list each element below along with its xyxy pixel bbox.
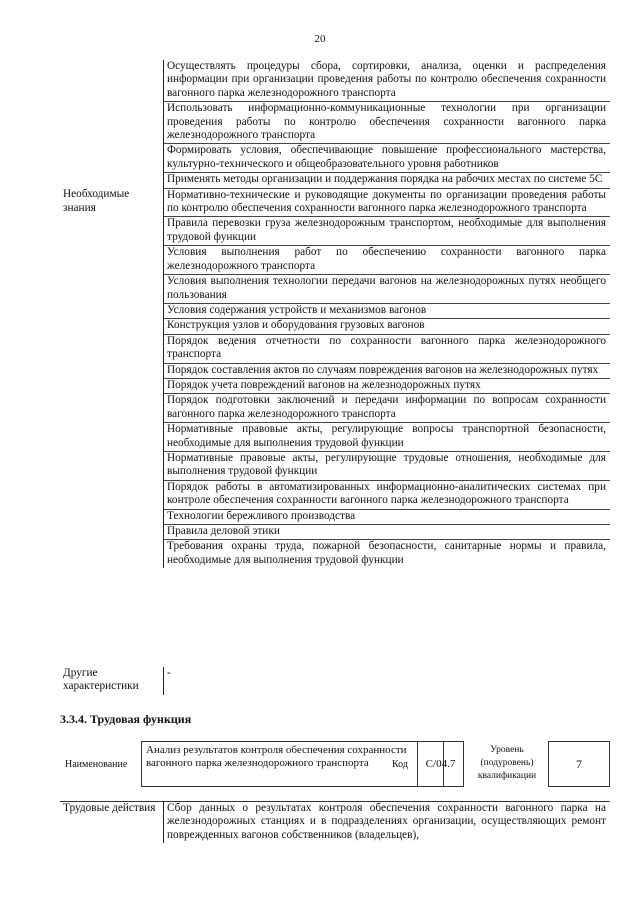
other-characteristics-table bbox=[60, 667, 610, 695]
knowledge-item: Порядок подготовки заключений и передачи информации по вопросам сохранности вагонного парка железнодорожного транспорта bbox=[164, 394, 611, 423]
knowledge-item: Конструкция узлов и оборудования грузовых вагонов bbox=[164, 319, 611, 334]
knowledge-label: Необходимые знания bbox=[60, 188, 164, 568]
knowledge-item: Условия содержания устройств и механизмов вагонов bbox=[164, 303, 611, 318]
table-row bbox=[60, 188, 610, 217]
knowledge-item: Правила перевозки груза железнодорожным транспортом, необходимые для выполнения трудовой функции bbox=[164, 217, 611, 246]
code-label: Код bbox=[392, 759, 408, 770]
knowledge-item: Порядок ведения отчетности по сохранности вагонного парка железнодорожного транспорта bbox=[164, 334, 611, 363]
other-value: - bbox=[167, 667, 171, 679]
function-header bbox=[60, 741, 610, 787]
knowledge-item: Требования охраны труда, пожарной безопасности, санитарные нормы и правила, необходимые для выполнения трудовой функции bbox=[167, 540, 606, 566]
skill-item: Осуществлять процедуры сбора, сортировки, анализа, оценки и распределения информации при организации проведения работы по контролю обеспечения сохранности вагонного парка железнодорожного транспорта bbox=[164, 60, 611, 102]
table-row bbox=[60, 102, 610, 144]
skill-item: Использовать информационно-коммуникационные технологии при организации проведения работы по контролю обеспечения сохранности вагонного парка железнодорожного транспорта bbox=[164, 102, 611, 144]
other-label: Другие характеристики bbox=[60, 667, 164, 695]
knowledge-item: Условия выполнения работ по обеспечению сохранности вагонного парка железнодорожного транспорта bbox=[164, 246, 611, 275]
knowledge-item: Нормативные правовые акты, регулирующие трудовые отношения, необходимые для выполнения трудовой функции bbox=[164, 451, 611, 480]
table-row bbox=[60, 60, 610, 102]
name-label: Наименование bbox=[65, 759, 128, 770]
section-title: 3.3.4. Трудовая функция bbox=[60, 712, 192, 726]
row-label-empty bbox=[60, 102, 164, 144]
knowledge-item: Порядок составления актов по случаям повреждения вагонов на железнодорожных путях bbox=[164, 363, 611, 378]
knowledge-item: Нормативные правовые акты, регулирующие вопросы транспортной безопасности, необходимые для выполнения трудовой функции bbox=[164, 423, 611, 452]
knowledge-item: Условия выполнения технологии передачи вагонов на железнодорожных путях необщего пользования bbox=[164, 275, 611, 304]
table-row bbox=[60, 173, 610, 188]
action-item: Сбор данных о результатах контроля обеспечения сохранности вагонного парка на железнодорожных станциях и в подразделениях организации, осуществляющих ремонт поврежденных вагонов собственников (владельцев), bbox=[167, 802, 606, 841]
table-row bbox=[60, 144, 610, 173]
qualification-level: 7 bbox=[548, 741, 610, 787]
function-code: С/04.7 bbox=[417, 741, 464, 787]
skill-item: Применять методы организации и поддержания порядка на рабочих местах по системе 5С bbox=[164, 173, 611, 188]
skill-item: Формировать условия, обеспечивающие повышение профессионального мастерства, культурно-технического и общеобразовательного уровня работников bbox=[164, 144, 611, 173]
row-label-empty bbox=[60, 60, 164, 102]
knowledge-item: Порядок учета повреждений вагонов на железнодорожных путях bbox=[164, 378, 611, 393]
knowledge-item: Правила деловой этики bbox=[164, 525, 611, 540]
actions-label: Трудовые действия bbox=[60, 802, 164, 844]
knowledge-item: Технологии бережливого производства bbox=[164, 509, 611, 524]
page-number: 20 bbox=[314, 33, 326, 45]
row-label-empty bbox=[60, 173, 164, 188]
knowledge-item: Порядок работы в автоматизированных информационно-аналитических системах при контроле обеспечения сохранности вагонного парка железнодорожного транспорта bbox=[164, 480, 611, 509]
actions-table bbox=[60, 801, 610, 843]
knowledge-item: Нормативно-технические и руководящие документы по организации проведения работы по контролю обеспечения сохранности вагонного парка железнодорожного транспорта bbox=[164, 188, 611, 217]
competency-table bbox=[60, 60, 610, 568]
row-label-empty bbox=[60, 144, 164, 173]
table-row bbox=[60, 802, 610, 844]
level-label: Уровень (подуровень) квалификации bbox=[477, 745, 537, 781]
table-row bbox=[60, 667, 610, 695]
function-name: Анализ результатов контроля обеспечения сохранности вагонного парка железнодорожного транспорта bbox=[141, 741, 444, 787]
